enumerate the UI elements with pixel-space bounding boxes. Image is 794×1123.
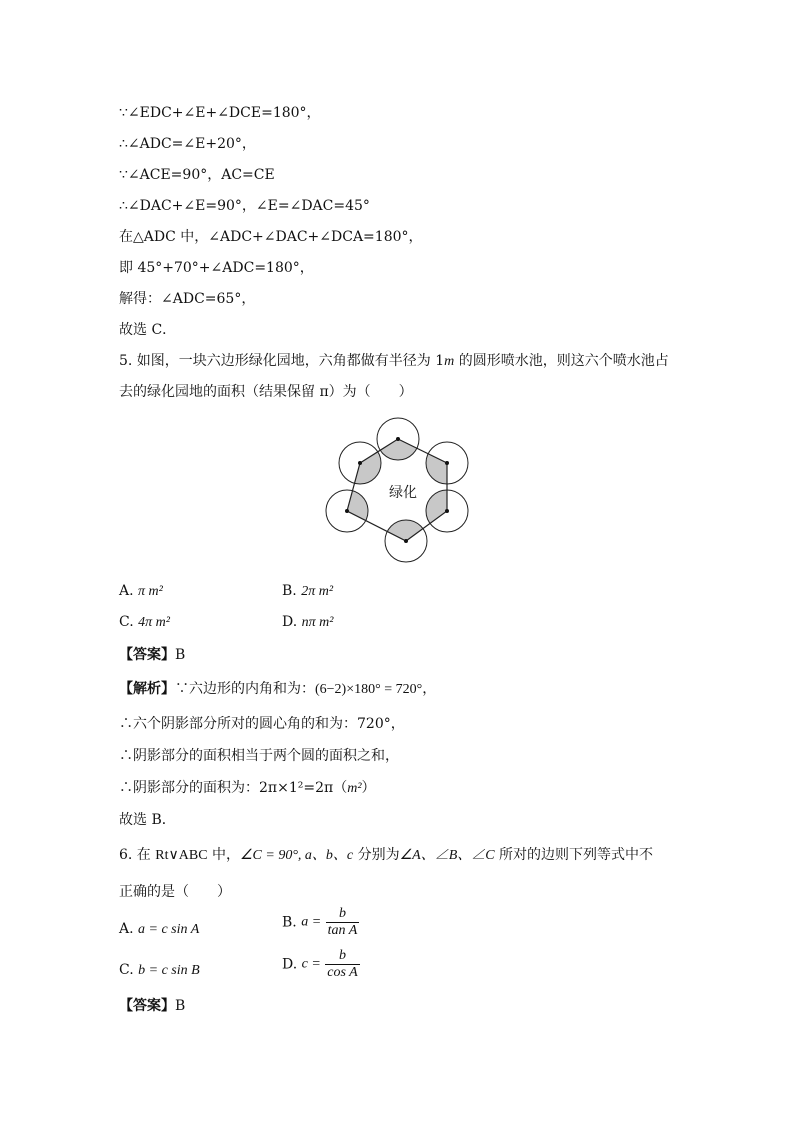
q5-option-c — [119, 613, 170, 632]
q5-option-b-value: 2π m² — [301, 584, 334, 599]
q5-analysis-line-1 — [119, 680, 436, 699]
q5-option-c-value: 4π m² — [138, 615, 170, 630]
q6-option-b-lhs: a = — [301, 914, 322, 930]
q5-option-d — [282, 613, 333, 632]
q6-stem-line-1 — [119, 846, 653, 865]
q6-stem-d: 所对的边则下列等式中不 — [494, 847, 654, 863]
q5-analysis-line-2: ∴六个阴影部分所对的圆心角的和为：720°， — [119, 716, 405, 732]
q6-stem-math: Rt∨ABC — [155, 848, 208, 863]
q5-option-a — [119, 582, 163, 601]
q6-stem-b: 中， — [207, 847, 240, 863]
q5-stem-unit: m — [444, 354, 455, 369]
q5-option-b — [282, 582, 333, 601]
q6-option-d-fraction — [325, 948, 359, 981]
solution-line-5: 在△ADC 中，∠ADC+∠DAC+∠DCA=180°， — [119, 229, 423, 245]
q5-option-b-letter: B. — [282, 583, 297, 599]
q5-option-c-letter: C. — [119, 614, 134, 630]
q5-answer-value: B — [175, 647, 186, 663]
q5-hexagon-figure — [322, 417, 482, 577]
solution-line-8: 故选 C． — [119, 322, 177, 338]
solution-line-3: ∵∠ACE=90°，AC=CE — [119, 167, 275, 183]
q6-option-d-lhs: c = — [301, 956, 321, 972]
q6-stem-line-2: 正确的是（ ） — [119, 884, 231, 900]
q5-analysis-end: ， — [422, 681, 437, 697]
q6-option-b-numerator: b — [338, 906, 346, 921]
q6-option-d-letter: D. — [282, 956, 298, 973]
q5-stem-text-end: 的圆形喷水池，则这六个喷水池占 — [454, 353, 669, 369]
q6-option-b-denominator: tan A — [327, 923, 358, 938]
center-dot — [396, 437, 400, 441]
q6-option-b-letter: B. — [282, 914, 297, 931]
q6-option-d — [282, 948, 360, 981]
q6-option-c — [119, 961, 200, 980]
q6-answer — [119, 997, 185, 1015]
q5-analysis-unit: m² — [347, 781, 362, 796]
center-dot — [404, 539, 408, 543]
q6-option-d-numerator: b — [339, 948, 346, 963]
q5-option-d-letter: D. — [282, 614, 298, 630]
q5-stem-line-1 — [119, 352, 669, 371]
solution-line-2: ∴∠ADC=∠E+20°， — [119, 136, 256, 152]
q6-answer-tag: 【答案】 — [119, 998, 175, 1014]
q5-answer — [119, 646, 185, 664]
q5-option-d-value: nπ m² — [301, 615, 334, 630]
q5-analysis-math: (6−2)×180° = 720° — [315, 682, 423, 697]
q6-option-c-letter: C. — [119, 962, 134, 978]
q6-stem-math2: ∠C = 90°, a、b、c — [239, 848, 354, 863]
solution-line-1: ∵∠EDC+∠E+∠DCE=180°， — [119, 105, 321, 121]
q6-stem-c: 分别为 — [353, 847, 400, 863]
q5-analysis-area: ∴阴影部分的面积为：2π×1²=2π（ — [119, 780, 348, 796]
q6-answer-value: B — [175, 998, 186, 1014]
q6-option-b — [282, 906, 359, 939]
q6-stem-math3: ∠A、∠B、∠C — [399, 848, 495, 863]
q5-analysis-line-3: ∴阴影部分的面积相当于两个圆的面积之和， — [119, 748, 399, 764]
q5-analysis-text: ∵六边形的内角和为： — [175, 681, 315, 697]
center-dot — [445, 509, 449, 513]
center-dot — [345, 509, 349, 513]
q5-stem-text: 5. 如图，一块六边形绿化园地，六角都做有半径为 1 — [119, 353, 445, 369]
q6-option-a-letter: A. — [119, 921, 134, 937]
q5-analysis-line-4 — [119, 779, 376, 798]
q5-stem-line-2: 去的绿化园地的面积（结果保留 π）为（ ） — [119, 384, 413, 400]
q5-analysis-tag: 【解析】 — [119, 681, 175, 697]
q6-option-c-value: b = c sin B — [138, 963, 200, 978]
q5-conclusion: 故选 B． — [119, 812, 176, 828]
figure-label: 绿化 — [389, 485, 417, 501]
q6-option-a — [119, 920, 199, 939]
solution-line-4: ∴∠DAC+∠E=90°，∠E=∠DAC=45° — [119, 198, 370, 214]
q6-option-a-value: a = c sin A — [138, 922, 200, 937]
q6-stem-a: 6. 在 — [119, 847, 156, 863]
center-dot — [358, 461, 362, 465]
q5-option-a-letter: A. — [119, 583, 134, 599]
center-dot — [445, 461, 449, 465]
solution-line-6: 即 45°+70°+∠ADC=180°， — [119, 260, 314, 276]
q6-option-d-denominator: cos A — [327, 965, 358, 980]
q5-answer-tag: 【答案】 — [119, 647, 175, 663]
q6-option-b-fraction — [326, 906, 360, 939]
solution-line-7: 解得：∠ADC=65°， — [119, 291, 256, 307]
q5-analysis-close: ） — [361, 780, 376, 796]
q5-option-a-value: π m² — [138, 584, 163, 599]
